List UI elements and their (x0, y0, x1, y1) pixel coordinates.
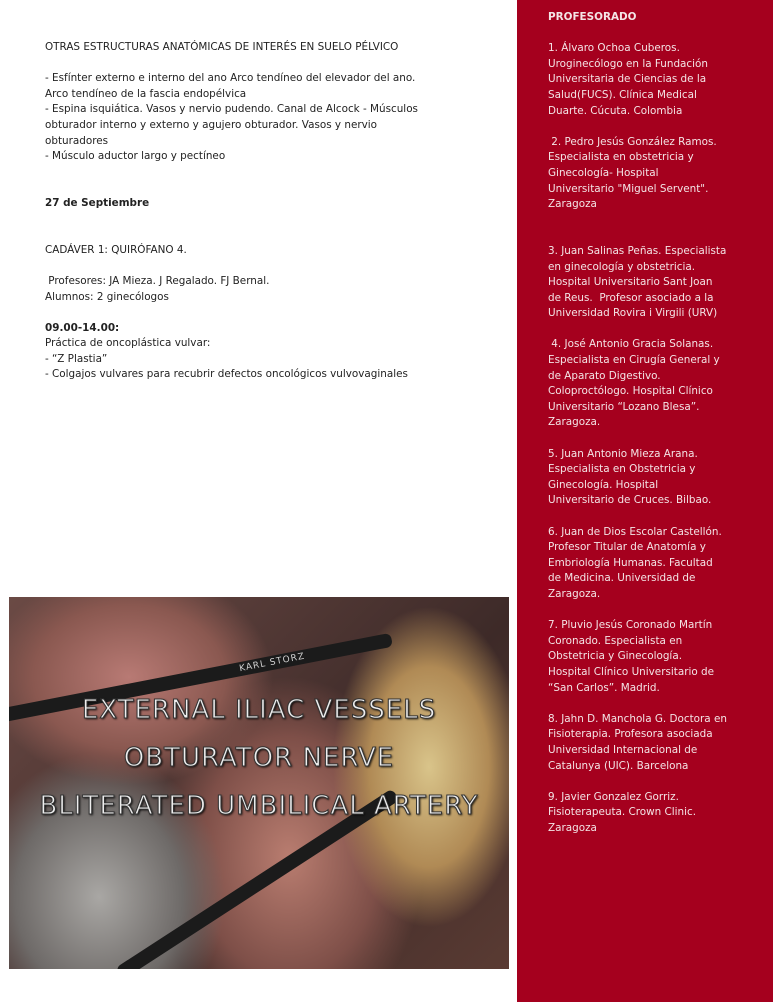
teacher-line: Universitaria de Ciencias de la (548, 73, 707, 86)
teacher-line: Coronado. Especialista en (548, 634, 683, 647)
practice-line: - “Z Plastia” (45, 352, 108, 365)
teacher-line: Ginecología- Hospital (548, 166, 659, 179)
teacher-entry (548, 41, 768, 119)
teacher-line: Embriología Humanas. Facultad (548, 556, 713, 569)
structures-list (45, 71, 505, 165)
instrument-label: KARL STORZ (238, 651, 306, 675)
structure-line: - Espina isquiática. Vasos y nervio pudendo. Canal de Alcock - Músculos (45, 103, 418, 116)
structure-line: - Esfínter externo e interno del ano Arco tendíneo del elevador del ano. (45, 72, 416, 85)
teacher-line: Especialista en Cirugía General y (548, 354, 720, 367)
teacher-line: Especialista en Obstetricia y (548, 463, 696, 476)
teacher-entry (548, 712, 768, 774)
date-heading: 27 de Septiembre (45, 196, 150, 209)
teacher-line: 2. Pedro Jesús González Ramos. (548, 135, 717, 148)
teacher-line: Catalunya (UIC). Barcelona (548, 759, 689, 772)
teacher-entry (548, 244, 768, 322)
teacher-line: 6. Juan de Dios Escolar Castellón. (548, 525, 722, 538)
teacher-line: “San Carlos”. Madrid. (548, 681, 660, 694)
structure-line: Arco tendíneo de la fascia endopélvica (45, 87, 247, 100)
teacher-line: de Aparato Digestivo. (548, 369, 661, 382)
teacher-line: Universitario de Cruces. Bilbao. (548, 494, 712, 507)
teacher-line: Universidad Rovira i Virgili (URV) (548, 307, 718, 320)
teacher-line: 5. Juan Antonio Mieza Arana. (548, 447, 698, 460)
teacher-line: Salud(FUCS). Clínica Medical (548, 88, 697, 101)
practice-line: Práctica de oncoplástica vulvar: (45, 337, 211, 350)
teacher-entry (548, 135, 768, 213)
teacher-line: 1. Álvaro Ochoa Cuberos. (548, 42, 680, 55)
teacher-line: Hospital Clínico Universitario de (548, 665, 715, 678)
teacher-line: Zaragoza. (548, 416, 601, 429)
teacher-line: Universitario “Lozano Blesa”. (548, 400, 700, 413)
teacher-line: de Medicina. Universidad de (548, 572, 696, 585)
photo-caption: EXTERNAL ILIAC VESSELS (81, 695, 437, 725)
teacher-line: 4. José Antonio Gracia Solanas. (548, 338, 714, 351)
structure-line: - Músculo aductor largo y pectíneo (45, 150, 226, 163)
teacher-line: 8. Jahn D. Manchola G. Doctora en (548, 712, 727, 725)
photo-caption: BLITERATED UMBILICAL ARTERY (39, 791, 479, 821)
teacher-line: en ginecología y obstetricia. (548, 260, 695, 273)
teacher-line: Coloproctólogo. Hospital Clínico (548, 385, 713, 398)
structure-line: obturadores (45, 134, 109, 147)
photo-caption: OBTURATOR NERVE (123, 743, 395, 773)
teacher-line: Especialista en obstetricia y (548, 151, 694, 164)
teacher-line: 7. Pluvio Jesús Coronado Martín (548, 619, 713, 632)
teacher-line: de Reus. Profesor asociado a la (548, 291, 714, 304)
teacher-line: Hospital Universitario Sant Joan (548, 276, 713, 289)
teacher-entry (548, 618, 768, 696)
section-title: OTRAS ESTRUCTURAS ANATÓMICAS DE INTERÉS EN SUELO PÉLVICO (45, 41, 399, 53)
teacher-line: Universitario "Miguel Servent". (548, 182, 709, 195)
teacher-line: Zaragoza. (548, 587, 601, 600)
teacher-line: Profesor Titular de Anatomía y (548, 541, 706, 554)
teacher-entry (548, 447, 768, 509)
teacher-line: Universidad Internacional de (548, 743, 698, 756)
time-line: 09.00-14.00: (45, 321, 120, 334)
teacher-line: Fisioterapeuta. Crown Clinic. (548, 806, 697, 819)
teacher-line: Duarte. Cúcuta. Colombia (548, 104, 683, 117)
teacher-line: Obstetricia y Ginecología. (548, 650, 682, 663)
practice-line: - Colgajos vulvares para recubrir defectos oncológicos vulvovaginales (45, 368, 408, 381)
teacher-line: Fisioterapia. Profesora asociada (548, 728, 713, 741)
structure-line: obturador interno y externo y agujero obturador. Vasos y nervio (45, 118, 378, 131)
program-column (45, 40, 505, 383)
profesores-line: Profesores: JA Mieza. J Regalado. FJ Bernal. (45, 274, 270, 287)
teacher-line: 3. Juan Salinas Peñas. Especialista (548, 244, 727, 257)
alumnos-line: Alumnos: 2 ginecólogos (45, 290, 169, 303)
panel-title: PROFESORADO (548, 11, 637, 23)
teacher-entry (548, 790, 768, 837)
teacher-line: 9. Javier Gonzalez Gorriz. (548, 790, 679, 803)
surgical-photo (9, 597, 509, 969)
teacher-line: Zaragoza (548, 821, 597, 834)
teacher-line: Ginecología. Hospital (548, 478, 659, 491)
teacher-entry (548, 337, 768, 431)
teacher-line: Zaragoza (548, 198, 597, 211)
faculty-panel (517, 0, 773, 1002)
teacher-line: Uroginecólogo en la Fundación (548, 57, 708, 70)
teacher-entry (548, 525, 768, 603)
cadaver-line: CADÁVER 1: QUIRÓFANO 4. (45, 243, 187, 256)
